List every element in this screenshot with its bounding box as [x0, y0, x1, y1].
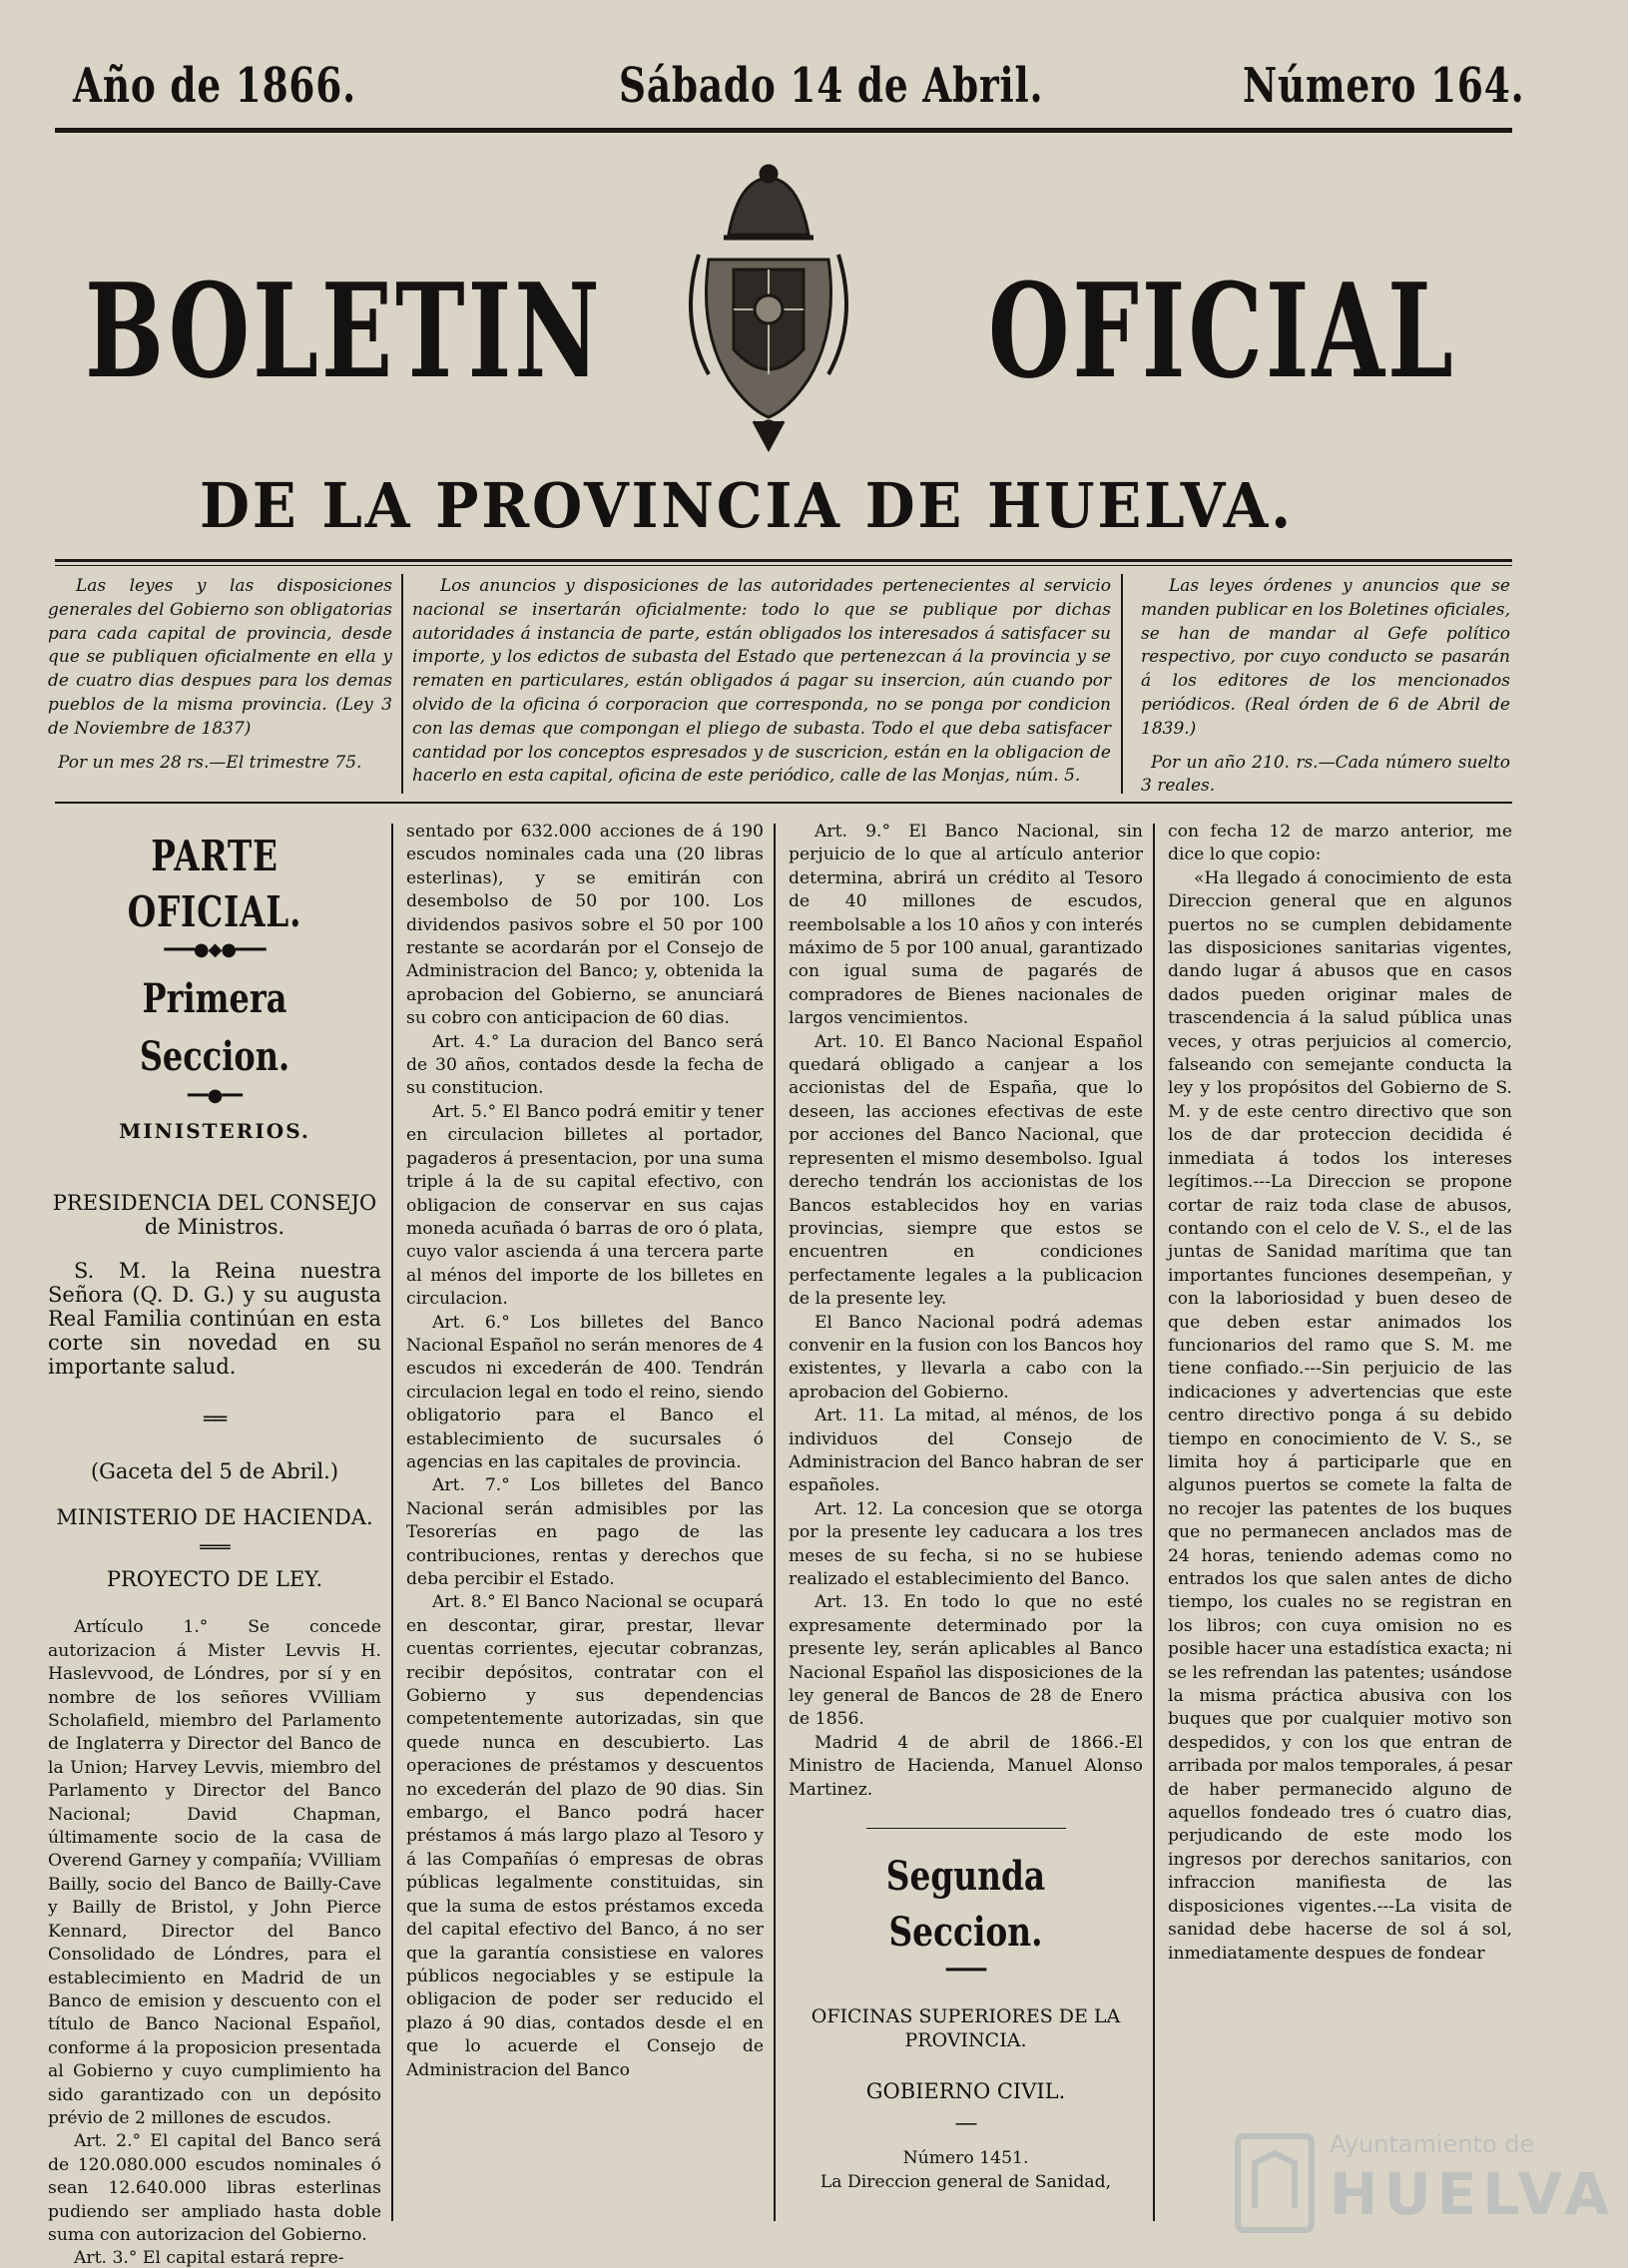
notice-left-price: Por un mes 28 rs.—El trimestre 75. [58, 752, 362, 773]
sanidad-intro: con fecha 12 de marzo anterior, me dice lo que copio: [1168, 822, 1512, 865]
heading-ministerio-hacienda: MINISTERIO DE HACIENDA. [56, 1505, 373, 1530]
direccion-sanidad: La Direccion general de Sanidad, [819, 2171, 1112, 2192]
notice-right [1141, 575, 1510, 816]
article-7: Art. 7.° Los billetes del Banco Nacional serán admisibles por las Tesorerías en pago de las contribuciones, rentas y derechos que deba percibir el Estado. [406, 1475, 764, 1589]
issue-number: Número 164. [1243, 58, 1525, 114]
notice-left [48, 575, 392, 792]
archive-watermark [1230, 2128, 1616, 2248]
issue-year: Año de 1866. [73, 58, 356, 114]
article-3: Art. 3.° El capital estará repre- [74, 2248, 344, 2268]
column-1 [48, 821, 381, 2268]
section-rule [866, 1828, 1066, 1829]
column-2 [406, 821, 764, 2082]
article-13: Art. 13. En todo lo que no esté expresamente determinado por la presente ley, serán aplicables al Banco Nacional Español las disposiciones de la ley general de Bancos de 28 de Enero de 1856. [789, 1592, 1143, 1730]
article-8: Art. 8.° El Banco Nacional se ocupará en descontar, girar, prestar, llevar cuentas corrientes, ejecutar cobranzas, recibir depósitos, contratar con el Gobierno y sus dependencias competentemente autorizadas, sin que quede nunca en descubierto. Las operaciones de préstamos y descuentos no excederán del plazo de 90 dias. Sin embargo, el Banco podrá hacer préstamos á más largo plazo al Tesoro y á las Compañías ó empresas de obras públicas legalmente constituidas, sin que la suma de estos préstamos exceda del capital efectivo del Banco, á no ser que la garantía consistiese en valores públicos negociables y se estipule la obligacion de poder ser reducido el plazo á 90 dias, contados desde el en que lo acuerde el Consejo de Administracion del Banco [406, 1592, 764, 2080]
double-rule: ═══ [200, 1537, 230, 1559]
royal-crest-icon [669, 160, 868, 454]
notice-divider-1 [401, 574, 403, 794]
notice-left-text: Las leyes y las disposiciones generales del Gobierno son obligatorias para cada capital de provincia, desde que se publiquen oficialmente en ella y de cuatro dias despues para los demas pueblos de la misma provincia. (Ley 3 de Noviembre de 1837) [48, 576, 392, 739]
double-rule: ══ [203, 1407, 227, 1431]
article-5: Art. 5.° El Banco podrá emitir y tener en circulacion billetes al portador, pagaderos á presentacion, por una suma triple á la de su capital efectivo, con obligacion de conservar en sus cajas moneda acuñada ó barras de oro ó plata, cuyo valor ascienda á una tercera parte al ménos del importe de los billetes en circulacion. [406, 1101, 764, 1310]
city-logo-icon [1230, 2128, 1320, 2238]
article-10: Art. 10. El Banco Nacional Español quedará obligado a canjear a los accionistas del de España, que lo deseen, las acciones efectivas de este por acciones del Banco Nacional, que representen el mismo desembolso. Igual derecho tendrán los accionistas de los Bancos establecidos hoy en varias provincias, siempre que estos se encuentren en condiciones perfectamente legales a la publicacion de la presente ley. [789, 1031, 1143, 1310]
column-divider-1 [391, 824, 393, 2221]
notice-center [412, 575, 1111, 789]
article-12: Art. 12. La concesion que se otorga por la presente ley caducara a los tres meses de su fecha, si no se hubiese realizado el establecimiento del Banco. [789, 1498, 1143, 1589]
paragraph-salud: S. M. la Reina nuestra Señora (Q. D. G.) y su augusta Real Familia continúan en esta corte sin novedad en su importante salud. [48, 1259, 381, 1380]
notice-right-text: Las leyes órdenes y anuncios que se manden publicar en los Boletines oficiales, se han de mandar al Gefe político respectivo, por cuyo conducto se pasarán á los editores de los mencionados periódicos. (Real órden de 6 de Abril de 1839.) [1141, 576, 1510, 739]
short-rule: ── [955, 2114, 976, 2136]
title-boletin: BOLETIN [85, 255, 603, 407]
signature-madrid: Madrid 4 de abril de 1866.-El Ministro de Hacienda, Manuel Alonso Martinez. [789, 1732, 1143, 1800]
notice-center-text: Los anuncios y disposiciones de las autoridades pertenecientes al servicio nacional se insertarán oficialmente: todo lo que se publique por dichas autoridades á instancia de parte, están obligados los interesados á satisfacer su importe, y los edictos de subasta del Estado que pertenezcan á la provincia y se rematen en particulares, están obligados á pagar su insercion, aún cuando por olvido de la oficina ó corporacion que corresponda, no se ponga por condicion con las demas que compongan el pliego de subasta. Todo el que deba satisfacer cantidad por los conceptos espresados y de suscricion, están en la obligacion de hacerlo en esta capital, oficina de este periódico, calle de las Monjas, núm. 5. [412, 576, 1111, 787]
heading-parte-oficial: PARTE OFICIAL. [127, 832, 302, 936]
column-divider-3 [1153, 824, 1155, 2221]
heading-presidencia: PRESIDENCIA DEL CONSEJO de Ministros. [52, 1191, 377, 1240]
article-1: Artículo 1.° Se concede autorizacion á Mister Levvis H. Haslevvood, de Lóndres, por sí y en nombre de los señores VVilliam Scholafield, miembro del Parlamento de Inglaterra y Director del Banco de la Union; Harvey Levvis, miembro del Parlamento y Director del Banco Nacional; David Chapman, últimamente socio de la casa de Overend Garney y compañía; VVilliam Bailly, socio del Banco de Bailly-Cave y Bailly de Bristol, y John Pierce Kennard, Director del Banco Consolidado de Lóndres, para el establecimiento en Madrid de un Banco de emision y descuento con el título de Banco Nacional Español, conforme á la proposicion presentada al Gobierno y cuyo cumplimiento ha sido garantizado con un depósito prévio de 2 millones de escudos. [48, 1617, 381, 2128]
heading-ministerios: MINISTERIOS. [119, 1119, 310, 1143]
article-3-cont: sentado por 632.000 acciones de á 190 escudos nominales cada una (20 libras esterlinas), y se emitirán con desembolso de 50 por 100. Los dividendos pasivos sobre el 50 por 100 restante se acordarán por el Consejo de Administracion del Banco; y, obtenida la aprobacion del Gobierno, se anunciará su cobro con anticipacion de 60 dias. [406, 822, 764, 1029]
article-11: Art. 11. La mitad, al ménos, de los individuos del Consejo de Administracion del Banco habran de ser españoles. [789, 1406, 1143, 1496]
title-rule [55, 559, 1512, 562]
ornament-divider: ━━━●◆●━━━ [164, 939, 266, 960]
notice-right-price: Por un año 210. rs.—Cada número suelto 3 reales. [1141, 752, 1510, 797]
article-10-fusion: El Banco Nacional podrá ademas convenir en la fusion con los Bancos hoy existentes, y llevarla a cabo con la aprobacion del Gobierno. [789, 1312, 1143, 1403]
ornament-divider: ━━●━━ [187, 1085, 243, 1106]
article-9: Art. 9.° El Banco Nacional, sin perjuicio de lo que al artículo anterior determina, abrirá un crédito al Tesoro de 40 millones de escudos, reembolsable a los 10 años y con interés máximo de 5 por 100 anual, garantizado con igual suma de pagarés de compradores de Bienes nacionales de largos vencimientos. [789, 822, 1143, 1029]
watermark-line-1: Ayuntamiento de [1330, 2130, 1535, 2158]
column-3 [789, 821, 1143, 2194]
article-2: Art. 2.° El capital del Banco será de 120.080.000 escudos nominales ó sean 12.640.000 libras esterlinas pudiendo ser ampliado hasta doble suma con autorizacion del Gobierno. [48, 2131, 381, 2245]
notices-rule [55, 802, 1512, 804]
masthead-row [55, 58, 1525, 118]
sanidad-circular: «Ha llegado á conocimiento de esta Direccion general que en algunos puertos no se cumplen debidamente las disposiciones sanitarias vigentes, dando lugar á abusos que en casos dados pueden originar males de trascendencia á la salud pública unas veces, y otras perjuicios al comercio, falseando con semejante conducta la ley y los propósitos del Gobierno de S. M. y de este centro directivo que son los de dar proteccion decidida é inmediata á todos los intereses legítimos.---La Direccion se propone cortar de raiz toda clase de abusos, contando con el celo de V. S., el de las juntas de Sanidad marítima que tan importantes funciones desempeñan, y con la laboriosidad y buen deseo de que deben estar animados los funcionarios del ramo que S. M. me tiene confiado.---Sin perjuicio de las indicaciones y advertencias que este centro directivo ponga á su debido tiempo en conocimiento de V. S., se limita hoy á participarle que en algunos puertos se comete la falta de no recojer las patentes de los buques que no permanecen anclados mas de 24 horas, teniendo ademas como no entrados los que salen antes de dicho tiempo, los cuales no se registran en los libros; con cuya omision no es posible hacer una estadística exacta; ni se les refrendan las patentes; usándose la misma práctica abusiva con los buques que por cualquier motivo son despedidos, y con los que entran de arribada por malos temporales, á pesar de haber permanecido alguno de aquellos fondeado tres ó cuatro dias, perjudicando de este modo los ingresos por derechos sanitarios, con infraccion manifiesta de las disposiciones vigentes.---La visita de sanidad debe hacerse de sol á sol, inmediatamente despues de fondear [1168, 867, 1512, 1964]
title-rule-thin [55, 565, 1512, 566]
article-6: Art. 6.° Los billetes del Banco Nacional Español no serán menores de 4 escudos ni excederán de 400. Tendrán circulacion legal en todo el reino, siendo obligatorio para el Banco el establecimiento de sucursales ó agencias en las capitales de provincia. [406, 1312, 764, 1472]
article-4: Art. 4.° La duracion del Banco será de 30 años, contados desde la fecha de su constitucion. [406, 1031, 764, 1099]
ornament-divider: ━━━━ [945, 1960, 986, 1982]
heading-oficinas: OFICINAS SUPERIORES DE LA PROVINCIA. [811, 2005, 1121, 2052]
notice-divider-2 [1121, 574, 1123, 794]
source-gaceta: (Gaceta del 5 de Abril.) [90, 1459, 339, 1484]
column-4 [1168, 821, 1512, 1966]
masthead-rule [55, 128, 1512, 133]
title-subtitle: DE LA PROVINCIA DE HUELVA. [200, 469, 1295, 542]
heading-primera-seccion: Primera Seccion. [139, 975, 290, 1080]
numero-1451: Número 1451. [902, 2148, 1029, 2169]
heading-segunda-seccion: Segunda Seccion. [885, 1853, 1046, 1957]
issue-date: Sábado 14 de Abril. [619, 58, 1044, 114]
column-divider-2 [774, 824, 776, 2221]
title-oficial: OFICIAL [988, 255, 1456, 407]
heading-proyecto-ley: PROYECTO DE LEY. [106, 1567, 323, 1592]
watermark-line-2: HUELVA [1330, 2160, 1616, 2228]
heading-gobierno-civil: GOBIERNO CIVIL. [865, 2079, 1066, 2104]
